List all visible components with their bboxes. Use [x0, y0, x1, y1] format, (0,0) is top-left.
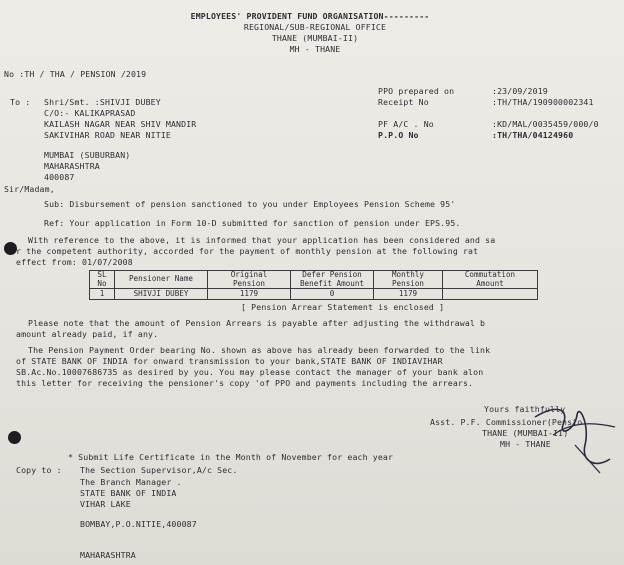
body-paragraph-2-line-2: amount already paid, if any.: [16, 329, 159, 339]
body-paragraph-3-line-2: of STATE BANK OF INDIA for onward transmission to your bank,STATE BANK OF INDIAVIHAR: [16, 356, 443, 366]
signatory-designation: Asst. P.F. Commissioner(Pensio: [430, 417, 583, 427]
body-paragraph-1-line-2: r the competent authority, accorded for the payment of monthly pension at the following rat: [16, 246, 479, 256]
copy-line-4: VIHAR LAKE: [80, 499, 131, 509]
pension-table: [89, 270, 538, 300]
copy-to-label: Copy to :: [16, 465, 62, 475]
life-certificate-note: * Submit Life Certificate in the Month of November for each year: [68, 452, 394, 462]
body-paragraph-3-line-1: The Pension Payment Order bearing No. shown as above has already been forwarded to the link: [28, 345, 491, 355]
cell-original-pension: 1179: [208, 289, 291, 300]
header-monthly-pension: Monthly Pension: [374, 271, 443, 289]
cell-commutation: [443, 289, 538, 300]
body-paragraph-3-line-3: SB.Ac.No.10007686735 as desired by you. You may please contact the manager of your bank alon: [16, 367, 484, 377]
ppo-prepared-label: PPO prepared on: [378, 86, 455, 96]
pf-account-label: PF A/C . No: [378, 119, 434, 129]
signatory-sub-region: MH - THANE: [500, 439, 551, 449]
copy-line-1: The Section Supervisor,A/c Sec.: [80, 465, 238, 475]
pension-table-header: [90, 271, 538, 289]
letter-number: No :TH / THA / PENSION /2019: [4, 69, 147, 79]
header-sl: SL No: [90, 271, 115, 289]
closing: Yours faithfully: [484, 404, 566, 414]
copy-line-2: The Branch Manager .: [80, 477, 182, 487]
address-city: MUMBAI (SUBURBAN): [44, 150, 131, 160]
address-line-2: SAKIVIHAR ROAD NEAR NITIE: [44, 130, 171, 140]
copy-line-3: STATE BANK OF INDIA: [80, 488, 177, 498]
header-original-pension: Original Pension: [208, 271, 291, 289]
pf-account-value: :KD/MAL/0035459/000/0: [492, 119, 599, 129]
to-label: To :: [10, 97, 31, 107]
org-name: EMPLOYEES' PROVIDENT FUND ORGANISATION---------: [190, 11, 430, 21]
copy-line-6: MAHARASHTRA: [80, 550, 136, 560]
ppo-prepared-value: :23/09/2019: [492, 86, 548, 96]
subject-line: Sub: Disbursement of pension sanctioned to you under Employees Pension Scheme 95': [44, 199, 456, 209]
address-state: MAHARASHTRA: [44, 161, 100, 171]
region-name: THANE (MUMBAI-II): [271, 33, 359, 43]
ppo-number-label: P.P.O No: [378, 130, 419, 140]
header-defer-pension: Defer Pension Benefit Amount: [291, 271, 374, 289]
receipt-label: Receipt No: [378, 97, 429, 107]
office-name: REGIONAL/SUB-REGIONAL OFFICE: [243, 22, 387, 32]
sub-region-name: MH - THANE: [289, 44, 341, 54]
header-commutation-amount: Commutation Amount: [443, 271, 538, 289]
handwritten-signature: [515, 395, 624, 475]
header-pensioner-name: Pensioner Name: [115, 271, 208, 289]
cell-defer-pension: 0: [291, 289, 374, 300]
address-pin: 400087: [44, 172, 75, 182]
arrear-note: [ Pension Arrear Statement is enclosed ]: [241, 302, 445, 312]
salutation: Sir/Madam,: [4, 184, 55, 194]
cell-sl: 1: [90, 289, 115, 300]
cell-name: SHIVJI DUBEY: [115, 289, 208, 300]
ppo-number-value: :TH/THA/04124960: [492, 130, 574, 140]
receipt-value: :TH/THA/190900002341: [492, 97, 594, 107]
copy-line-5: BOMBAY,P.O.NITIE,400087: [80, 519, 197, 529]
table-row: [90, 289, 538, 300]
body-paragraph-2-line-1: Please note that the amount of Pension Arrears is payable after adjusting the withdrawal b: [28, 318, 486, 328]
address-line-1: KAILASH NAGAR NEAR SHIV MANDIR: [44, 119, 197, 129]
recipient-care-of: C/O:- KALIKAPRASAD: [44, 108, 136, 118]
body-paragraph-1-line-3: effect from: 01/07/2008: [16, 257, 133, 267]
recipient-name: Shri/Smt. :SHIVJI DUBEY: [44, 97, 161, 107]
body-paragraph-1-line-1: With reference to the above, it is informed that your application has been considered and sa: [28, 235, 496, 245]
signatory-region: THANE (MUMBAI-II): [482, 428, 569, 438]
reference-line: Ref: Your application in Form 10-D submitted for sanction of pension under EPS.95.: [44, 218, 461, 228]
punch-hole-bottom: [8, 431, 21, 444]
body-paragraph-3-line-4: this letter for receiving the pensioner's copy 'of PPO and payments including the arrears.: [16, 378, 474, 388]
cell-monthly-pension: 1179: [374, 289, 443, 300]
